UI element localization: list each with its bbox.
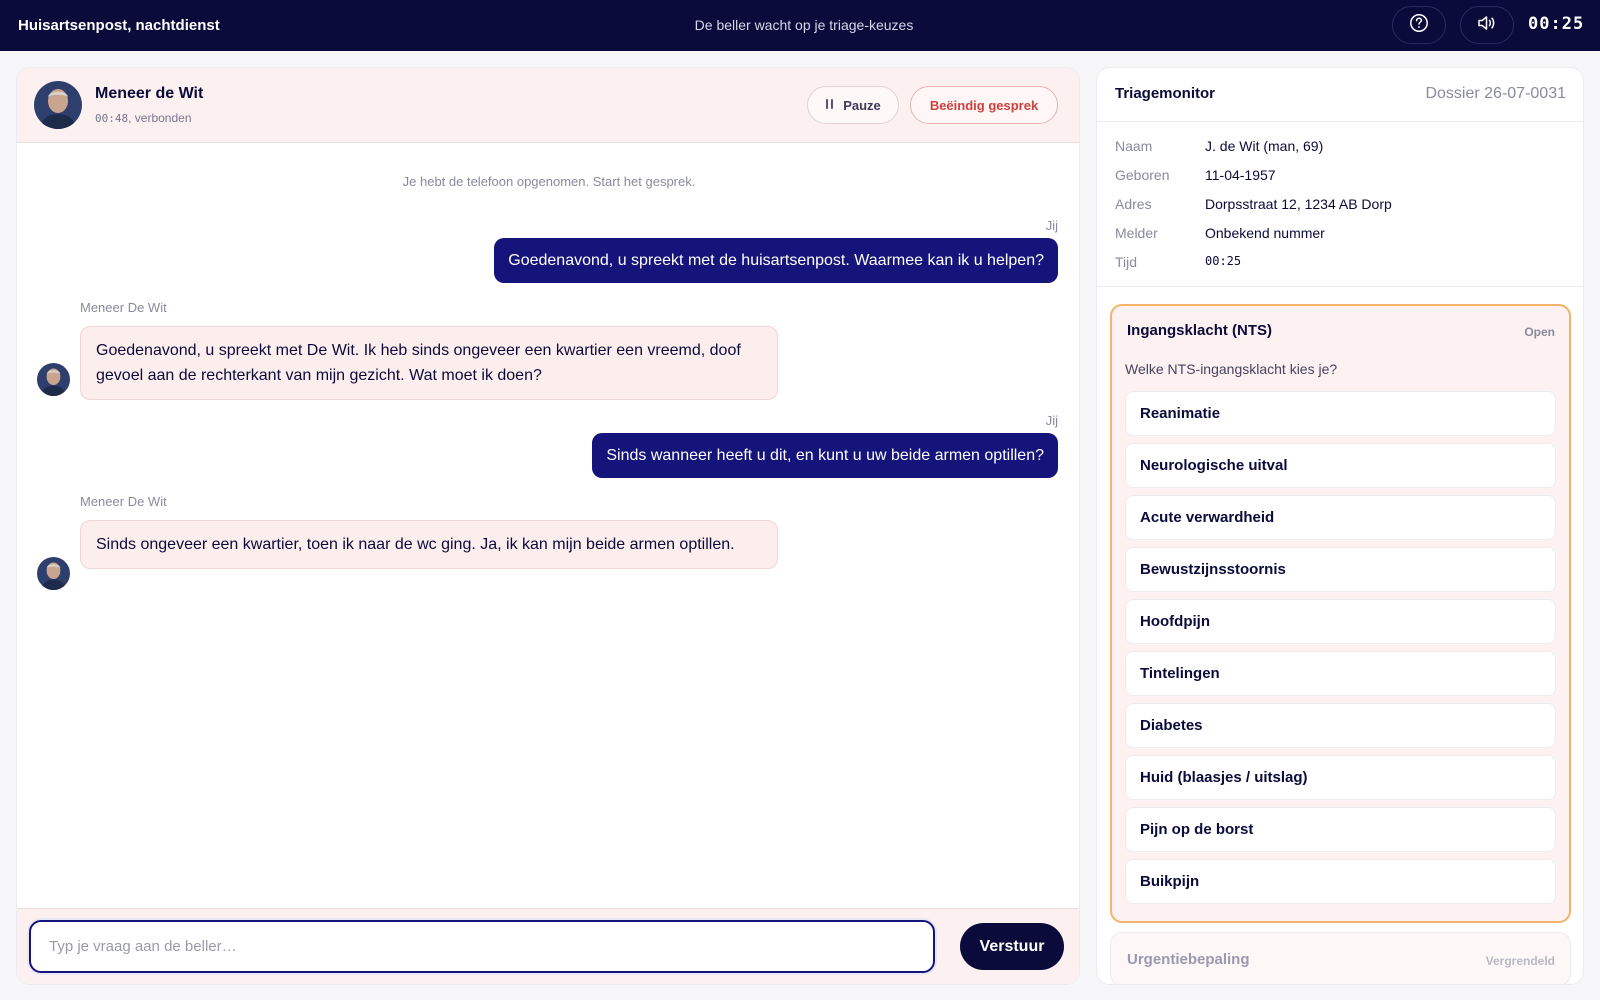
complaint-question: Welke NTS-ingangsklacht kies je? (1125, 361, 1338, 377)
complaint-option[interactable]: Reanimatie (1125, 391, 1556, 436)
message-input[interactable] (29, 920, 935, 973)
pause-icon (825, 98, 835, 113)
app-title: Huisartsenpost, nachtdienst (18, 17, 220, 34)
complaint-option[interactable]: Acute verwardheid (1125, 495, 1556, 540)
patient-details (1097, 122, 1583, 287)
message-bubble-outgoing: Goedenavond, u spreekt met de huisartsenpost. Waarmee kan ik u helpen? (494, 238, 1058, 283)
complaint-state-badge: Open (1524, 325, 1555, 339)
patient-value: J. de Wit (man, 69) (1205, 138, 1324, 154)
urgency-section (1110, 932, 1571, 985)
end-call-button[interactable]: Beëindig gesprek (910, 86, 1058, 124)
message-bubble-incoming: Goedenavond, u spreekt met De Wit. Ik heb sinds ongeveer een kwartier een vreemd, doof gevoel aan de rechterkant van mijn gezicht. Wat moet ik doen? (80, 326, 778, 400)
complaint-option[interactable]: Tintelingen (1125, 651, 1556, 696)
caller-avatar-small (37, 557, 70, 590)
pause-button[interactable] (807, 86, 899, 124)
pause-label: Pauze (843, 97, 881, 113)
top-bar (0, 0, 1600, 51)
message-bubble-incoming: Sinds ongeveer een kwartier, toen ik naar de wc ging. Ja, ik kan mijn beide armen optillen. (80, 520, 778, 569)
message-sender: Jij (1045, 413, 1058, 428)
complaint-option[interactable]: Huid (blaasjes / uitslag) (1125, 755, 1556, 800)
call-status-text: De beller wacht op je triage-keuzes (694, 17, 914, 33)
complaint-option[interactable]: Diabetes (1125, 703, 1556, 748)
triage-title: Triagemonitor (1115, 85, 1216, 102)
message-sender: Jij (1045, 218, 1058, 233)
sound-button[interactable] (1460, 6, 1514, 44)
call-connection-state: , verbonden (128, 111, 192, 125)
complaint-section (1110, 304, 1571, 923)
triage-panel (1096, 67, 1584, 985)
patient-label: Naam (1115, 138, 1153, 154)
chat-header (17, 68, 1079, 143)
complaint-option[interactable]: Pijn op de borst (1125, 807, 1556, 852)
complaint-option[interactable]: Bewustzijnsstoornis (1125, 547, 1556, 592)
patient-value: Dorpsstraat 12, 1234 AB Dorp (1205, 196, 1392, 212)
message-composer (17, 908, 1079, 985)
system-message: Je hebt de telefoon opgenomen. Start het gesprek. (402, 174, 696, 189)
call-info (95, 111, 192, 125)
message-bubble-outgoing: Sinds wanneer heeft u dit, en kunt u uw beide armen optillen? (592, 433, 1058, 478)
patient-value: 00:25 (1205, 254, 1242, 268)
urgency-state-badge: Vergrendeld (1485, 954, 1555, 968)
caller-avatar (34, 81, 82, 129)
complaint-option[interactable]: Hoofdpijn (1125, 599, 1556, 644)
complaint-title: Ingangsklacht (NTS) (1127, 322, 1273, 339)
complaint-option[interactable]: Buikpijn (1125, 859, 1556, 904)
chat-panel (16, 67, 1080, 985)
call-duration: 00:48 (95, 112, 129, 125)
patient-label: Geboren (1115, 167, 1170, 183)
complaint-option[interactable]: Neurologische uitval (1125, 443, 1556, 488)
speaker-icon (1476, 13, 1498, 38)
question-circle-icon (1409, 13, 1429, 38)
help-button[interactable] (1392, 6, 1446, 44)
patient-value: Onbekend nummer (1205, 225, 1325, 241)
patient-value: 11-04-1957 (1205, 167, 1276, 183)
dossier-number: Dossier 26-07-0031 (1425, 85, 1566, 102)
caller-avatar-small (37, 363, 70, 396)
message-sender: Meneer De Wit (80, 300, 167, 315)
patient-label: Adres (1115, 196, 1152, 212)
patient-label: Melder (1115, 225, 1158, 241)
send-button[interactable]: Verstuur (960, 923, 1064, 970)
caller-name: Meneer de Wit (95, 85, 204, 102)
patient-label: Tijd (1115, 254, 1138, 270)
call-timer: 00:25 (1528, 14, 1585, 34)
message-sender: Meneer De Wit (80, 494, 167, 509)
triage-header (1097, 68, 1583, 122)
urgency-title: Urgentiebepaling (1127, 951, 1250, 968)
